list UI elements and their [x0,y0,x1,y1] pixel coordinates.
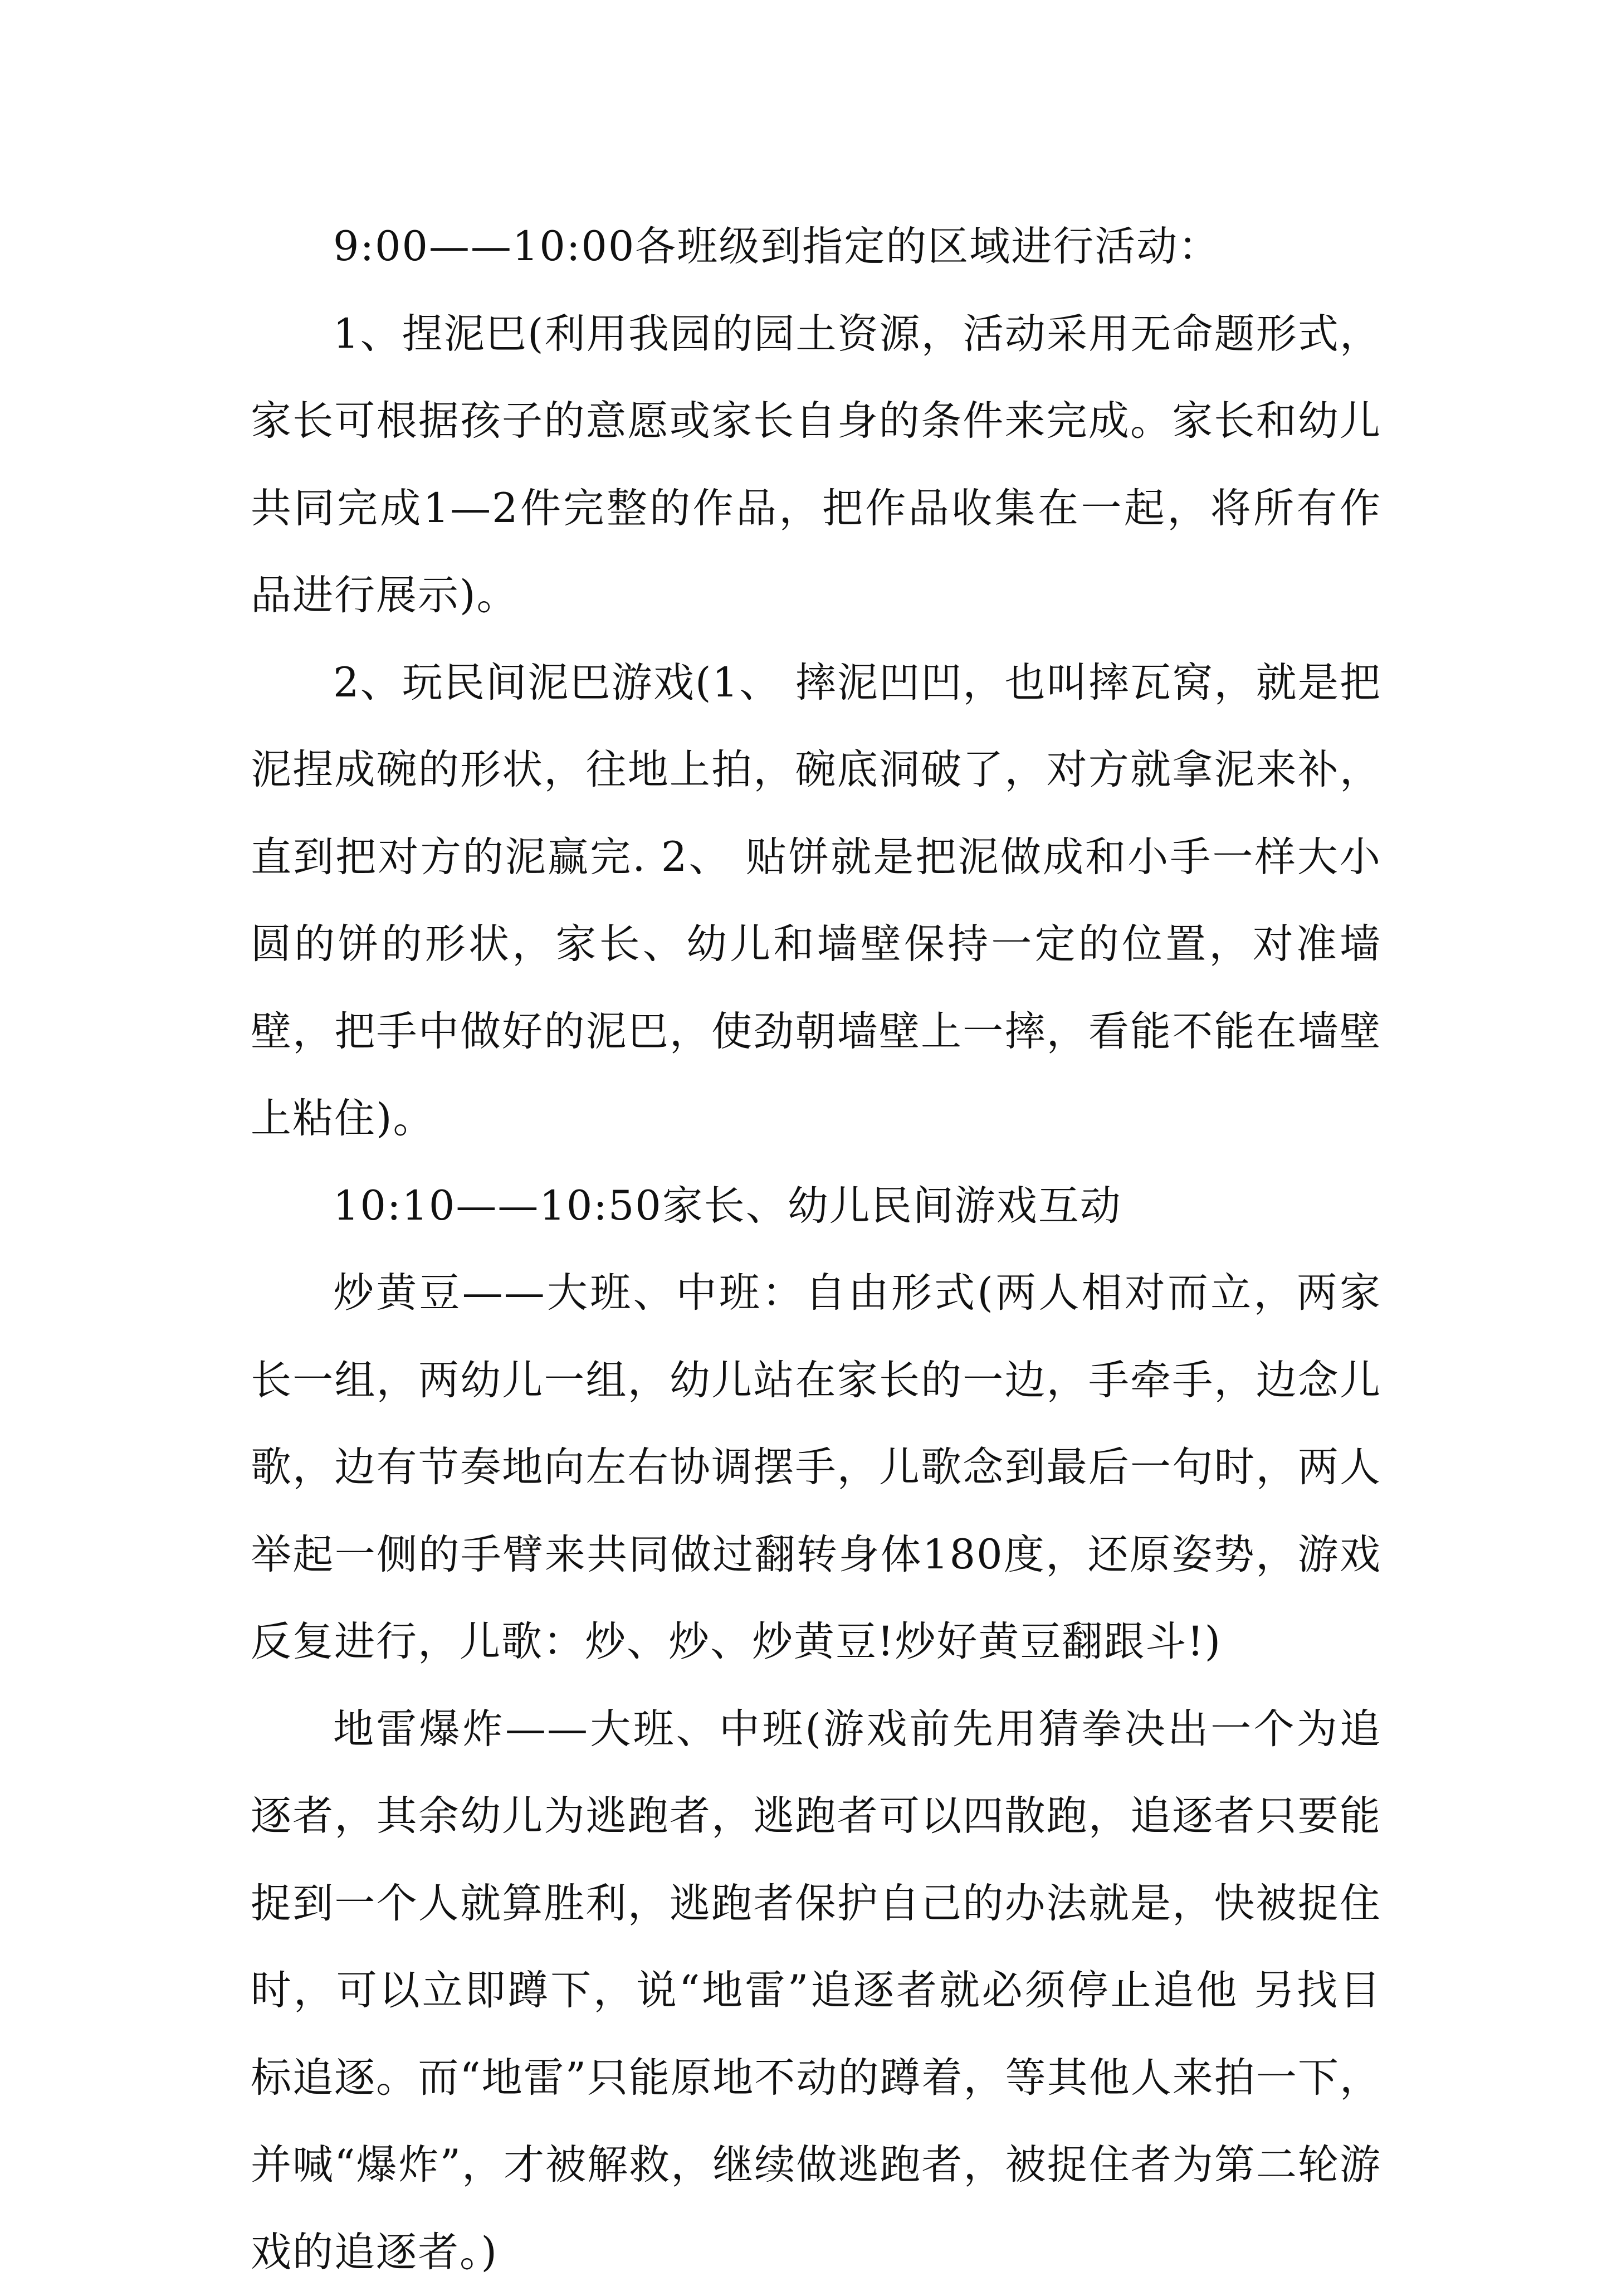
paragraph-clay-games: 2、玩民间泥巴游戏(1、 摔泥凹凹，也叫摔瓦窝，就是把泥捏成碗的形状，往地上拍，碗底洞破了，对方就拿泥来补，直到把对方的泥赢完. 2、 贴饼就是把泥做成和小手一样大小圆的饼的形状，家长、幼儿和墙壁保持一定的位置，对准墙壁，把手中做好的泥巴，使劲朝墙壁上一摔，看能不能在墙壁上粘住)。 [251,640,1381,1163]
document-body [251,203,1381,2296]
paragraph-schedule-morning: 9:00——10:00各班级到指定的区域进行活动： [251,203,1381,291]
paragraph-fried-beans-game: 炒黄豆——大班、中班：自由形式(两人相对而立，两家长一组，两幼儿一组，幼儿站在家长的一边，手牵手，边念儿歌，边有节奏地向左右协调摆手，儿歌念到最后一句时，两人举起一侧的手臂来共同做过翻转身体180度，还原姿势，游戏反复进行，儿歌：炒、炒、炒黄豆!炒好黄豆翻跟斗!) [251,1250,1381,1686]
paragraph-landmine-game: 地雷爆炸——大班、中班(游戏前先用猜拳决出一个为追逐者，其余幼儿为逃跑者，逃跑者可以四散跑，追逐者只要能捉到一个人就算胜利，逃跑者保护自己的办法就是，快被捉住时，可以立即蹲下，说“地雷”追逐者就必须停止追他 另找目标追逐。而“地雷”只能原地不动的蹲着，等其他人来拍一下，并喊“爆炸”，才被解救，继续做逃跑者，被捉住者为第二轮游戏的追逐者。) [251,1686,1381,2296]
paragraph-schedule-interaction: 10:10——10:50家长、幼儿民间游戏互动 [251,1163,1381,1250]
paragraph-clay-pinching: 1、捏泥巴(利用我园的园土资源，活动采用无命题形式，家长可根据孩子的意愿或家长自身的条件来完成。家长和幼儿共同完成1—2件完整的作品，把作品收集在一起，将所有作品进行展示)。 [251,291,1381,640]
